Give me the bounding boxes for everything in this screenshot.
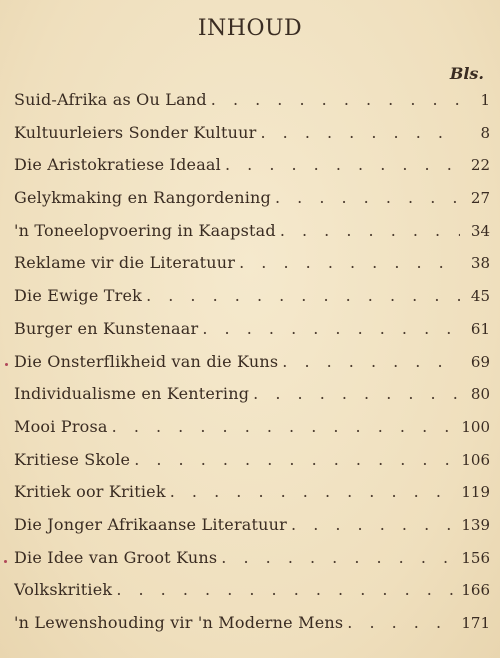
toc-entry-page: 34 <box>470 221 490 240</box>
toc-entry <box>14 411 490 444</box>
toc-entry <box>14 280 490 313</box>
toc-entry-title: Burger en Kunstenaar <box>14 318 199 338</box>
toc-entry-page: 80 <box>470 385 490 404</box>
toc-entry-title: Volkskritiek <box>14 580 113 600</box>
dot-leader <box>202 313 460 346</box>
ink-mark <box>4 560 7 563</box>
toc-entry-page: 38 <box>470 254 490 273</box>
toc-entry-page: 69 <box>470 352 490 371</box>
dot-leader <box>116 574 457 607</box>
toc-entry-page: 106 <box>461 450 490 469</box>
toc-entry-page: 139 <box>461 515 490 534</box>
toc-entry-page: 166 <box>461 581 490 600</box>
toc-entry <box>14 149 490 182</box>
dot-leader <box>260 117 460 150</box>
toc-entry <box>14 117 490 150</box>
toc-entry-title: Kritiek oor Kritiek <box>14 482 166 502</box>
toc-entry-page: 156 <box>461 548 490 567</box>
toc-entry-title: Die Ewige Trek <box>14 286 143 306</box>
toc-entry <box>14 607 490 640</box>
dot-leader <box>211 84 460 117</box>
ink-mark <box>5 363 8 366</box>
toc-entry <box>14 215 490 248</box>
dot-leader <box>275 182 460 215</box>
toc-entry <box>14 509 490 542</box>
toc-entry <box>14 247 490 280</box>
toc-entry-title: Die Idee van Groot Kuns <box>14 547 218 567</box>
dot-leader <box>291 509 457 542</box>
toc-entry-title: 'n Lewenshouding vir 'n Moderne Mens <box>14 613 344 632</box>
toc-entry-title: Suid-Afrika as Ou Land <box>14 90 207 109</box>
toc-entry-title: Die Onsterflikheid van die Kuns <box>14 351 279 371</box>
toc-entry-title: Mooi Prosa <box>14 416 108 436</box>
dot-leader <box>146 280 460 313</box>
toc-entry <box>14 476 490 509</box>
toc-entry-page: 61 <box>470 319 490 338</box>
dot-leader <box>282 346 460 379</box>
dot-leader <box>239 247 460 280</box>
table-of-contents <box>14 84 490 640</box>
dot-leader <box>221 542 457 575</box>
toc-entry-title: Die Jonger Afrikaanse Literatuur <box>14 514 288 534</box>
dot-leader <box>170 476 458 509</box>
dot-leader <box>225 149 460 182</box>
toc-entry-page: 8 <box>480 123 490 142</box>
toc-entry-title: Kultuurleiers Sonder Kultuur <box>14 122 257 142</box>
toc-entry <box>14 182 490 215</box>
page-column-label: Bls. <box>449 64 484 83</box>
toc-entry <box>14 574 490 607</box>
toc-entry-page: 27 <box>470 189 490 208</box>
dot-leader <box>134 444 457 477</box>
toc-entry-page: 171 <box>461 614 490 632</box>
toc-entry-title: Kritiese Skole <box>14 449 131 469</box>
toc-entry <box>14 444 490 477</box>
toc-entry-title: Individualisme en Kentering <box>14 384 250 404</box>
toc-entry-page: 22 <box>470 156 490 175</box>
toc-entry-title: Gelykmaking en Rangordening <box>14 188 271 208</box>
toc-entry-page: 1 <box>480 91 490 109</box>
dot-leader <box>280 215 460 248</box>
dot-leader <box>253 378 460 411</box>
page-title: INHOUD <box>197 16 303 41</box>
toc-entry-page: 100 <box>461 417 490 436</box>
toc-entry <box>14 378 490 411</box>
toc-entry <box>14 542 490 575</box>
toc-entry-title: Reklame vir die Literatuur <box>14 253 236 273</box>
toc-entry <box>14 346 490 379</box>
toc-entry-title: Die Aristokratiese Ideaal <box>14 155 221 175</box>
dot-leader <box>347 607 457 640</box>
dot-leader <box>112 411 458 444</box>
toc-entry <box>14 313 490 346</box>
toc-entry-page: 45 <box>470 287 490 306</box>
toc-entry-title: 'n Toneelopvoering in Kaapstad <box>14 220 276 240</box>
toc-entry-page: 119 <box>461 483 490 502</box>
toc-entry <box>14 84 490 117</box>
